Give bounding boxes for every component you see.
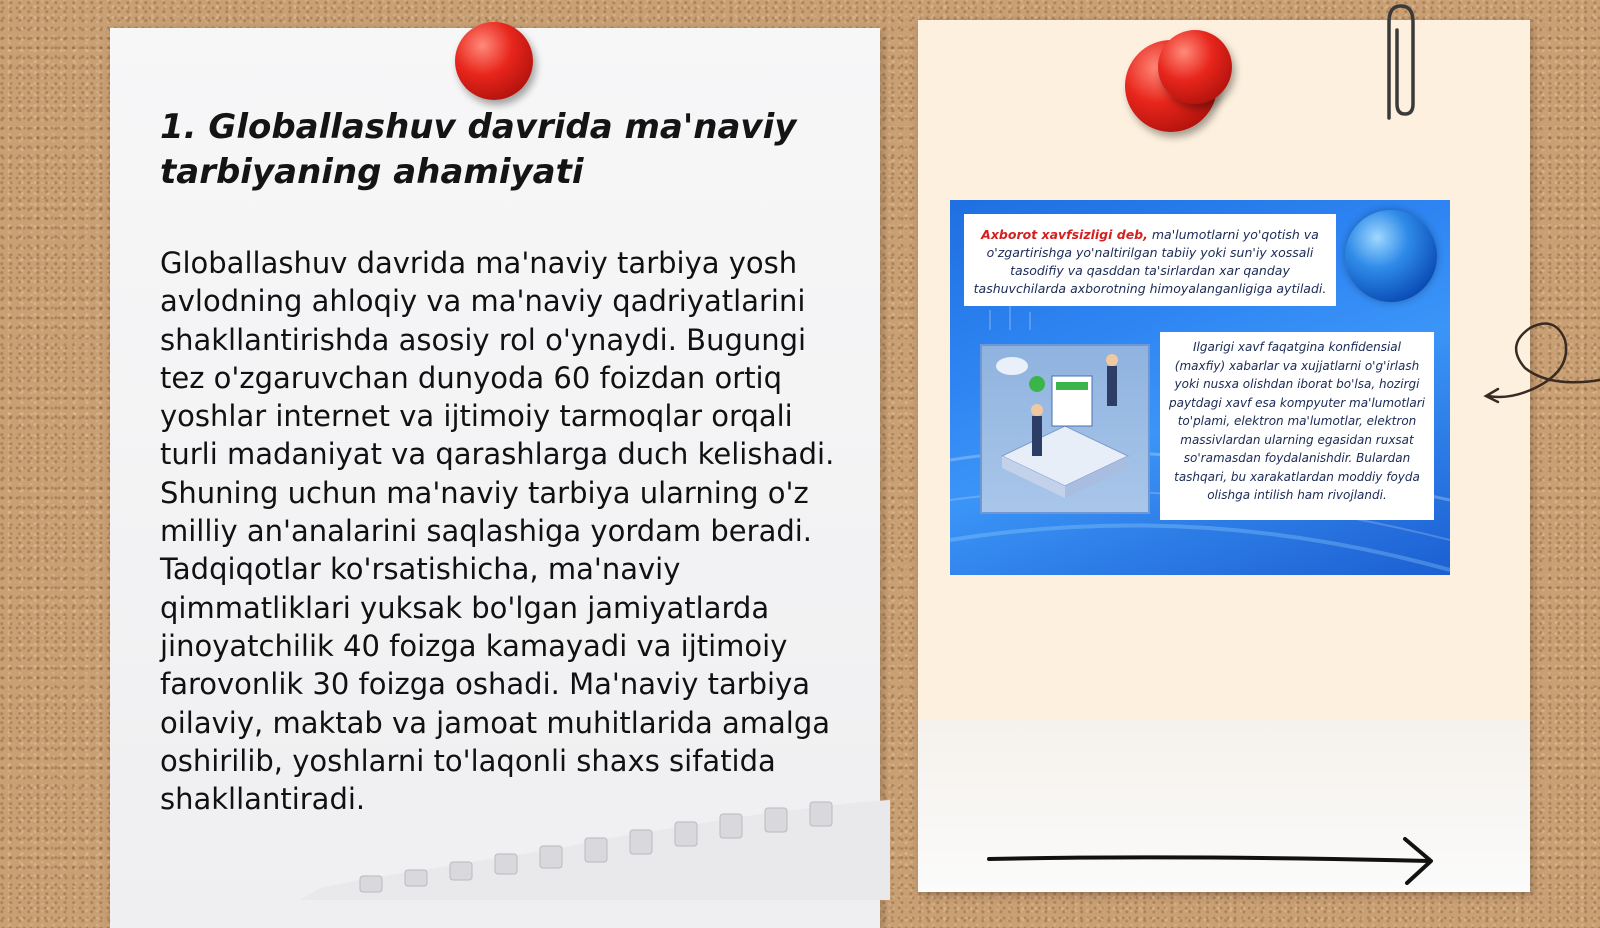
arrow-right-icon <box>985 835 1445 885</box>
globe-icon <box>1345 210 1437 302</box>
isometric-scene-icon <box>982 346 1148 512</box>
highlight-term: Axborot xavfsizligi deb, <box>981 227 1148 242</box>
loop-arrow-doodle <box>1480 310 1600 420</box>
threat-description-box: Ilgarigi xavf faqatgina konfidensial (maxfiy) xabarlar va xujjatlarni o'g'irlash yoki nusxa olishdan iborat bo'lsa, hozirgi paytdagi xavf esa kompyuter ma'lumotlari to'plami, elektron ma'lumotlar, elektron massivlardan ularning egasidan ruxsat so'ramasdan foydalanishdir. Bulardan tashqari, bu xarakatlardan moddiy foyda olishga intilish ham rivojlandi. <box>1160 332 1434 520</box>
pushpin-left <box>455 22 533 100</box>
definition-text: ma'lumotlarni yo'qotish va o'zgartirishga yo'naltirilgan tabiiy yoki sun'iy xossali tasodifiy va qasddan ta'sirlardan xar qanday tashuvchilarda axborotning himoyalanganligiga aytiladi. <box>973 227 1327 296</box>
security-definition-box <box>964 214 1336 306</box>
note-title: 1. Globallashuv davrida ma'naviy tarbiyaning ahamiyati <box>160 107 797 192</box>
people-computer-illustration <box>980 344 1150 514</box>
note-body: Globallashuv davrida ma'naviy tarbiya yosh avlodning ahloqiy va ma'naviy qadriyatlarini shakllantirishda asosiy rol o'ynaydi. Bugungi tez o'zgaruvchan dunyoda 60 foizdan ortiq yoshlar internet va ijtimoiy tarmoqlar orqali turli madaniyat va qarashlarga duch kelishadi. Shuning uchun ma'naviy tarbiya ularning o'z milliy an'analarini saqlashiga yordam beradi. Tadqiqotlar ko'rsatishicha, ma'naviy qimmatliklari yuksak bo'lgan jamiyatlarda jinoyatchilik 40 foizga kamayadi va ijtimoiy farovonlik 30 foizga oshadi. Ma'naviy tarbiya oilaviy, maktab va jamoat muhitlarida amalga oshirilib, yoshlarni to'laqonli shaxs sifatida shakllantiradi. <box>160 246 835 817</box>
infographic-image <box>950 200 1450 575</box>
pushpin-right-b <box>1158 30 1232 104</box>
paperclip-icon <box>1375 0 1425 130</box>
